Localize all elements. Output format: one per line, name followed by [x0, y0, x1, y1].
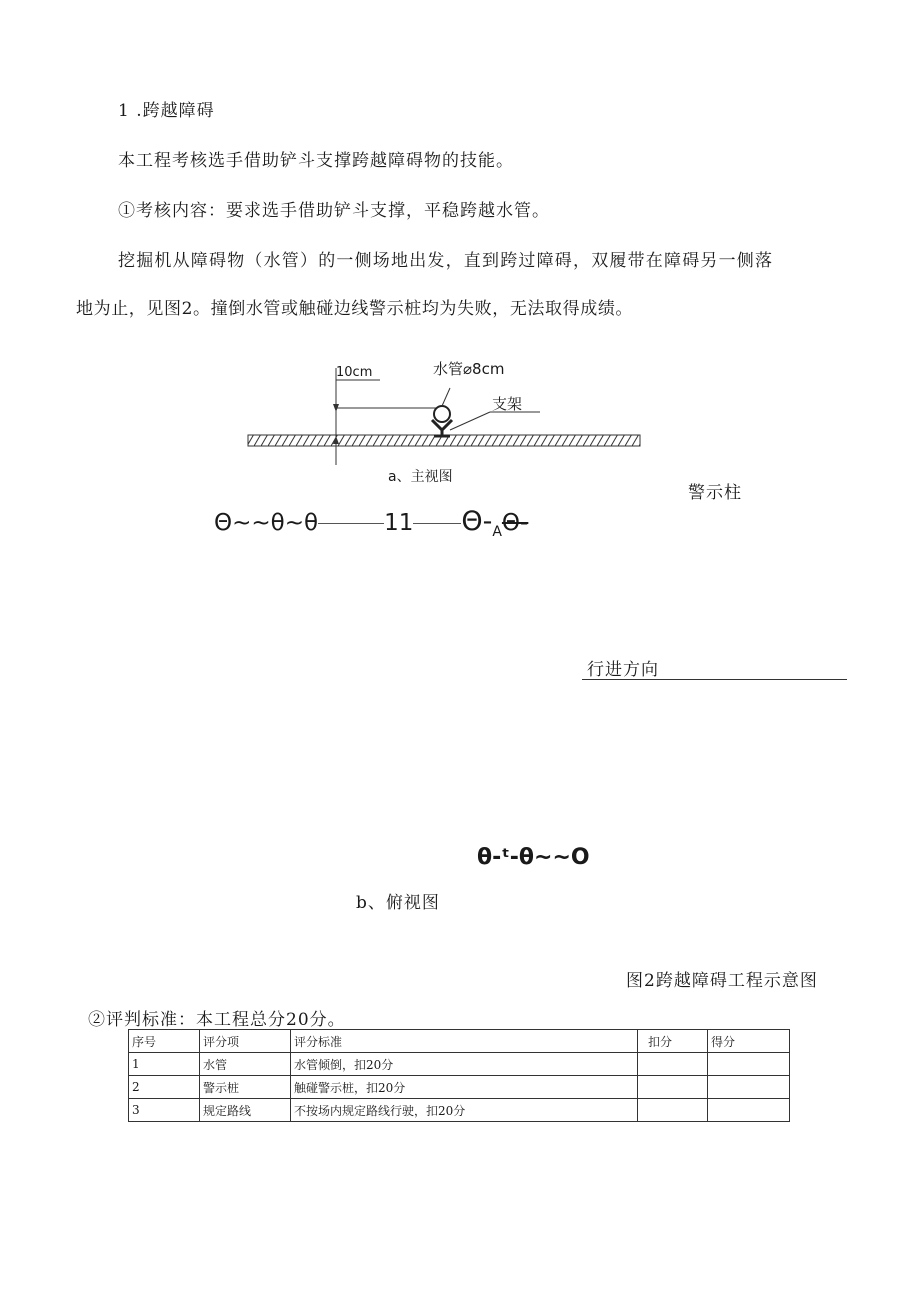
boundary-line-2	[413, 523, 461, 524]
pipe-label: 水管⌀8cm	[433, 360, 505, 378]
table-cell: 不按场内规定路线行驶，扣20分	[291, 1099, 638, 1122]
water-pipe	[434, 406, 450, 422]
header-cell: 扣分	[638, 1030, 708, 1053]
figure-caption: 图2跨越障碍工程示意图	[626, 971, 818, 991]
post-row-top-part-1: Θ~~θ~θ	[214, 510, 319, 536]
table-cell: 规定路线	[200, 1099, 291, 1122]
intro-paragraph: 本工程考核选手借助铲斗支撑跨越障碍物的技能。	[118, 151, 514, 171]
post-row-bottom: θ-ᵗ-θ~~O	[477, 845, 590, 870]
table-cell: 2	[129, 1076, 200, 1099]
header-cell: 得分	[708, 1030, 790, 1053]
scoring-title: ②评判标准：本工程总分20分。	[88, 1010, 346, 1030]
direction-label: 行进方向	[587, 660, 659, 680]
table-cell: 触碰警示桩，扣20分	[291, 1076, 638, 1099]
table-cell: 水管倾倒，扣20分	[291, 1053, 638, 1076]
support-label-leader	[450, 412, 490, 430]
table-row	[129, 1076, 790, 1099]
content-paragraph: ①考核内容：要求选手借助铲斗支撑，平稳跨越水管。	[118, 201, 550, 221]
direction-line	[582, 679, 847, 680]
top-view-caption: b、俯视图	[356, 893, 440, 913]
post-row-top-part-2: 11	[384, 510, 414, 536]
table-cell	[708, 1099, 790, 1122]
post-row-top	[214, 506, 528, 540]
header-cell: 序号	[129, 1030, 200, 1053]
table-cell	[638, 1076, 708, 1099]
pipe-label-leader	[442, 388, 450, 406]
header-cell: 评分项	[200, 1030, 291, 1053]
section-heading: 1 .跨越障碍	[118, 101, 215, 121]
boundary-line-1	[318, 523, 384, 524]
support-label: 支架	[492, 395, 523, 413]
table-row	[129, 1099, 790, 1122]
procedure-line-1: 挖掘机从障碍物（水管）的一侧场地出发，直到跨过障碍，双履带在障碍另一侧落	[118, 251, 774, 271]
table-cell	[708, 1053, 790, 1076]
post-row-top-part-4: A	[492, 524, 502, 540]
table-row	[129, 1053, 790, 1076]
post-row-top-part-3: Θ-	[461, 506, 493, 537]
post-row-top-part-5: Θ-	[501, 510, 529, 536]
table-cell: 水管	[200, 1053, 291, 1076]
header-cell: 评分标准	[291, 1030, 638, 1053]
table-cell: 3	[129, 1099, 200, 1122]
procedure-line-2: 地为止，见图2。撞倒水管或触碰边线警示桩均为失败，无法取得成绩。	[76, 299, 634, 319]
table-cell	[638, 1053, 708, 1076]
table-cell	[708, 1076, 790, 1099]
scoring-table	[128, 1029, 790, 1122]
table-cell: 1	[129, 1053, 200, 1076]
table-cell: 警示桩	[200, 1076, 291, 1099]
height-label: 10cm	[336, 365, 373, 380]
table-cell	[638, 1099, 708, 1122]
warning-post-label: 警示柱	[688, 483, 742, 503]
table-header-row	[129, 1030, 790, 1053]
front-view-caption: a、主视图	[388, 469, 453, 485]
